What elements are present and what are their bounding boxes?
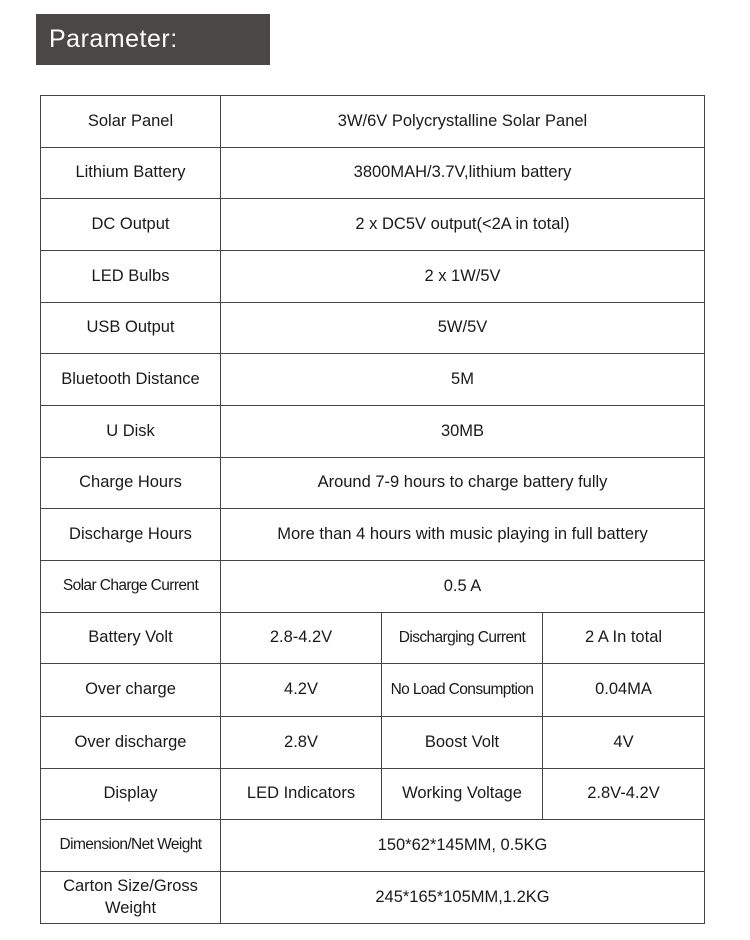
table-row: [41, 561, 705, 613]
param-label: Lithium Battery: [41, 148, 221, 199]
table-row: [41, 354, 705, 406]
param-value: 245*165*105MM,1.2KG: [221, 872, 705, 924]
param-value: 4V: [543, 717, 705, 769]
param-label: Over discharge: [41, 717, 221, 769]
param-value: 2.8V-4.2V: [543, 769, 705, 820]
param-label: DC Output: [41, 199, 221, 251]
table-row: [41, 251, 705, 303]
parameter-table: [40, 95, 705, 924]
param-value: 2 A In total: [543, 613, 705, 664]
param-label: Carton Size/Gross Weight: [41, 872, 221, 924]
table-row: [41, 96, 705, 148]
param-value: More than 4 hours with music playing in full battery: [221, 509, 705, 561]
param-label: Bluetooth Distance: [41, 354, 221, 406]
param-value: Around 7-9 hours to charge battery fully: [221, 458, 705, 509]
param-value: 5M: [221, 354, 705, 406]
param-value: 2 x 1W/5V: [221, 251, 705, 303]
param-value: 4.2V: [221, 664, 382, 717]
param-value: 0.5 A: [221, 561, 705, 613]
table-row: [41, 303, 705, 354]
table-row: [41, 717, 705, 769]
param-value: 5W/5V: [221, 303, 705, 354]
table-row: [41, 769, 705, 820]
param-value: 0.04MA: [543, 664, 705, 717]
param-value: 30MB: [221, 406, 705, 458]
table-row: [41, 148, 705, 199]
param-label: No Load Consumption: [382, 664, 543, 717]
param-label: U Disk: [41, 406, 221, 458]
param-label: Solar Panel: [41, 96, 221, 148]
table-row: [41, 820, 705, 872]
param-label: Display: [41, 769, 221, 820]
param-label: Working Voltage: [382, 769, 543, 820]
param-label: LED Bulbs: [41, 251, 221, 303]
param-label: Battery Volt: [41, 613, 221, 664]
param-value: 2.8-4.2V: [221, 613, 382, 664]
table-row: [41, 458, 705, 509]
section-title: [36, 14, 270, 65]
param-label: Discharging Current: [382, 613, 543, 664]
param-label: Charge Hours: [41, 458, 221, 509]
table-row: [41, 199, 705, 251]
param-label: Solar Charge Current: [41, 561, 221, 613]
table-row: [41, 664, 705, 717]
param-value: 3800MAH/3.7V,lithium battery: [221, 148, 705, 199]
param-label: USB Output: [41, 303, 221, 354]
param-label: Dimension/Net Weight: [41, 820, 221, 872]
param-value: 2 x DC5V output(<2A in total): [221, 199, 705, 251]
param-value: 2.8V: [221, 717, 382, 769]
table-row: [41, 509, 705, 561]
param-label: Discharge Hours: [41, 509, 221, 561]
param-value: LED Indicators: [221, 769, 382, 820]
section-title-text: Parameter:: [49, 25, 178, 53]
table-row: [41, 613, 705, 664]
param-label: Boost Volt: [382, 717, 543, 769]
param-value: 150*62*145MM, 0.5KG: [221, 820, 705, 872]
param-label: Over charge: [41, 664, 221, 717]
table-row: [41, 872, 705, 924]
table-row: [41, 406, 705, 458]
param-value: 3W/6V Polycrystalline Solar Panel: [221, 96, 705, 148]
